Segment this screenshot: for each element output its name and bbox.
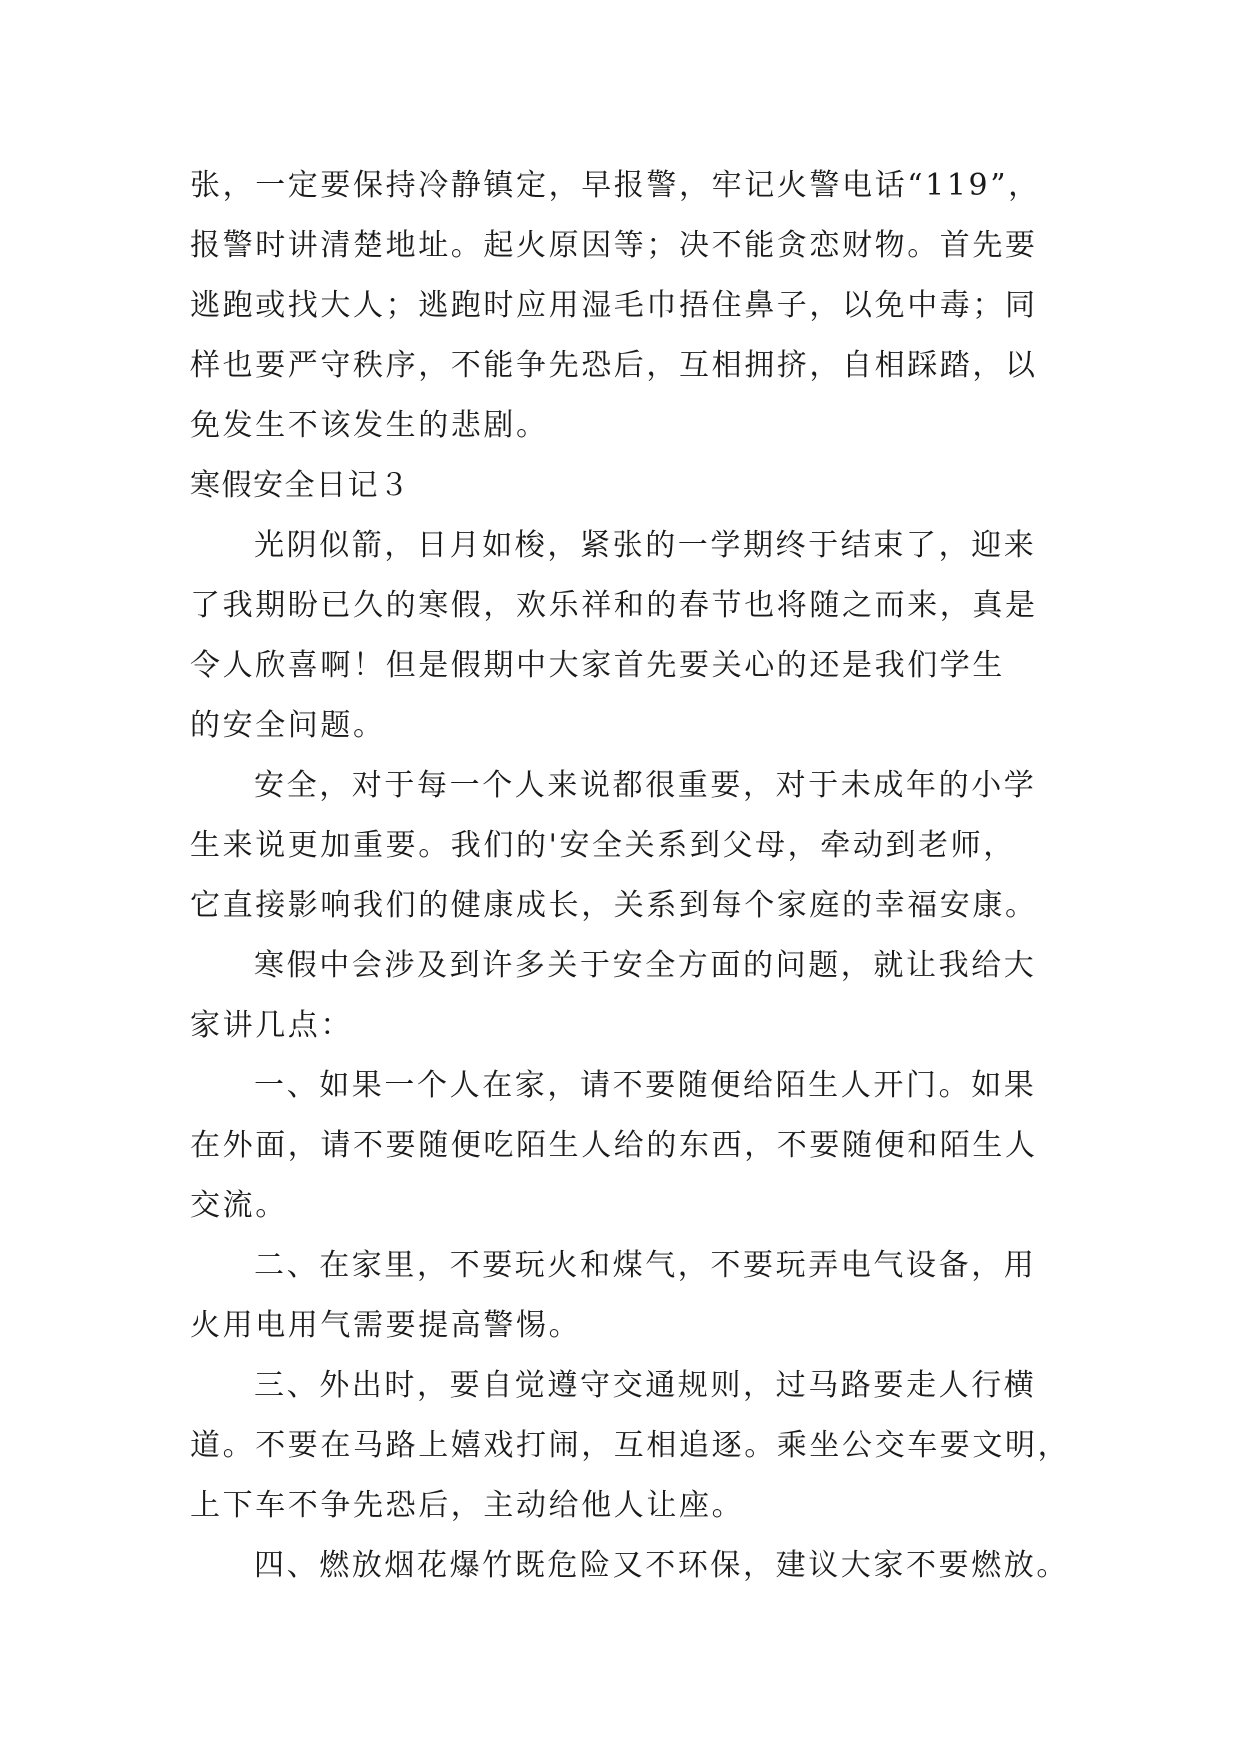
paragraph-first-line: 二、在家里，不要玩火和煤气，不要玩弄电气设备，用 xyxy=(254,1248,1037,1283)
paragraph-first-line: 四、燃放烟花爆竹既危险又不环保，建议大家不要燃放。 xyxy=(254,1548,1069,1583)
paragraph-first-line: 三、外出时，要自觉遵守交通规则，过马路要走人行横 xyxy=(254,1368,1037,1403)
text-line: 生来说更加重要。我们的'安全关系到父母，牵动到老师， xyxy=(190,828,1016,863)
text-line: 上下车不争先恐后，主动给他人让座。 xyxy=(190,1488,745,1523)
text-line: 令人欣喜啊！但是假期中大家首先要关心的还是我们学生 xyxy=(190,648,1005,683)
section-heading: 寒假安全日记３ xyxy=(190,468,411,503)
text-line: 它直接影响我们的健康成长，关系到每个家庭的幸福安康。 xyxy=(190,888,1038,923)
text-line: 报警时讲清楚地址。起火原因等；决不能贪恋财物。首先要 xyxy=(190,228,1038,263)
paragraph-first-line: 光阴似箭，日月如梭，紧张的一学期终于结束了，迎来 xyxy=(254,528,1037,563)
text-line: 逃跑或找大人；逃跑时应用湿毛巾捂住鼻子，以免中毒；同 xyxy=(190,288,1038,323)
text-line: 免发生不该发生的悲剧。 xyxy=(190,408,549,443)
text-line: 在外面，请不要随便吃陌生人给的东西，不要随便和陌生人 xyxy=(190,1128,1038,1163)
paragraph-first-line: 安全，对于每一个人来说都很重要，对于未成年的小学 xyxy=(254,768,1037,803)
text-line: 的安全问题。 xyxy=(190,708,386,743)
paragraph-first-line: 寒假中会涉及到许多关于安全方面的问题，就让我给大 xyxy=(254,948,1037,983)
text-line: 样也要严守秩序，不能争先恐后，互相拥挤，自相踩踏，以 xyxy=(190,348,1038,383)
text-line: 交流。 xyxy=(190,1188,288,1223)
text-line: 道。不要在马路上嬉戏打闹，互相追逐。乘坐公交车要文明， xyxy=(190,1428,1071,1463)
text-line: 了我期盼已久的寒假，欢乐祥和的春节也将随之而来，真是 xyxy=(190,588,1038,623)
text-line: 火用电用气需要提高警惕。 xyxy=(190,1308,582,1343)
paragraph-first-line: 一、如果一个人在家，请不要随便给陌生人开门。如果 xyxy=(254,1068,1037,1103)
document-body xyxy=(190,156,1071,1596)
text-line: 张，一定要保持冷静镇定，早报警，牢记火警电话“119”， xyxy=(190,168,1041,203)
text-line: 家讲几点： xyxy=(190,1008,353,1043)
